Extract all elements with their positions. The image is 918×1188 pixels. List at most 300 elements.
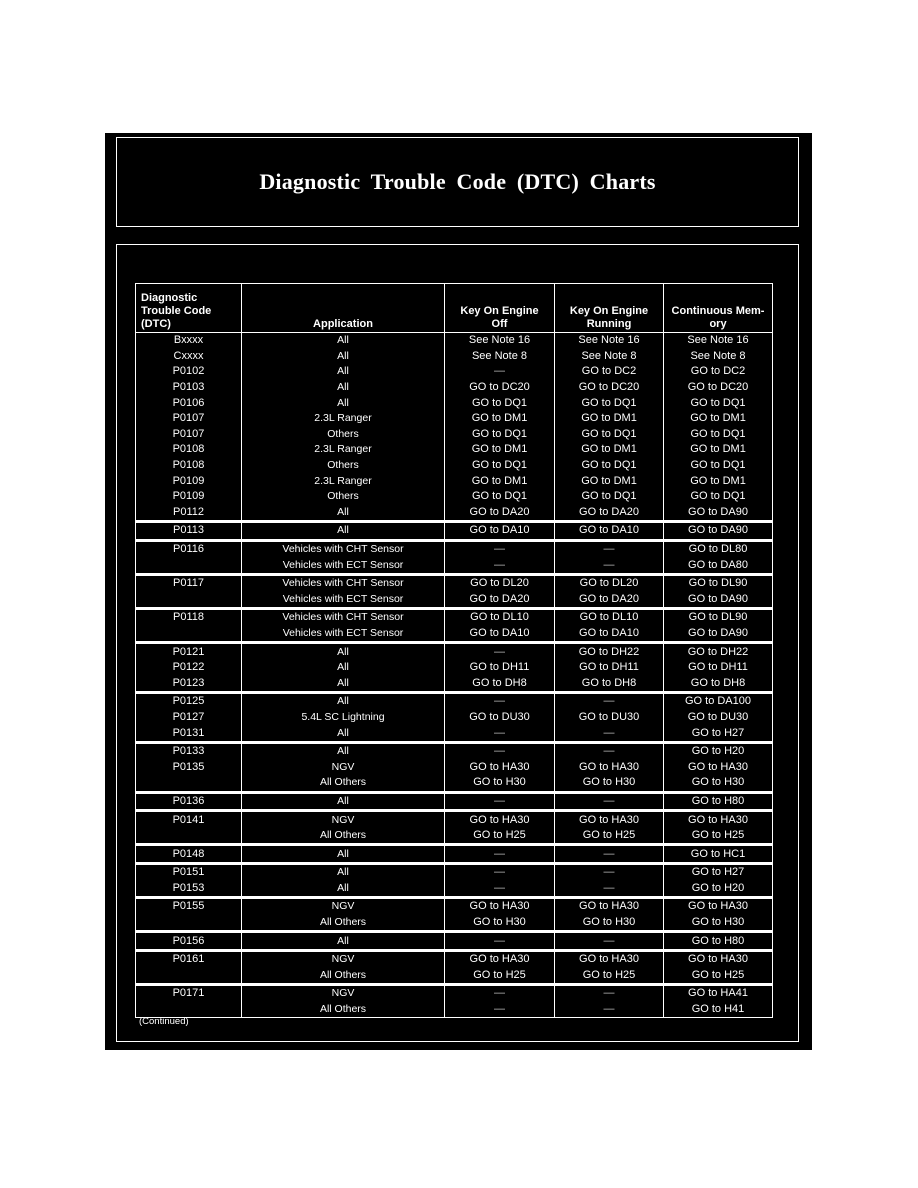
koer-cell: GO to H30 bbox=[555, 775, 664, 792]
dtc-cell bbox=[136, 557, 242, 574]
continuous-memory-cell: GO to DM1 bbox=[664, 473, 773, 489]
dtc-cell: P0116 bbox=[136, 540, 242, 557]
koeo-cell bbox=[445, 845, 555, 864]
dtc-group bbox=[136, 522, 773, 541]
application-cell: Vehicles with CHT Sensor bbox=[242, 540, 445, 557]
table-row bbox=[136, 898, 773, 915]
header-row bbox=[136, 284, 773, 333]
dtc-cell: P0141 bbox=[136, 811, 242, 828]
koeo-cell: GO to DA20 bbox=[445, 505, 555, 522]
koeo-cell: GO to DQ1 bbox=[445, 395, 555, 411]
application-cell: All bbox=[242, 864, 445, 881]
application-cell: All bbox=[242, 932, 445, 951]
application-cell: All bbox=[242, 395, 445, 411]
continuous-memory-cell: GO to DL90 bbox=[664, 574, 773, 591]
dtc-cell: P0102 bbox=[136, 364, 242, 380]
continuous-memory-cell: GO to DA90 bbox=[664, 626, 773, 643]
continuous-memory-cell: GO to DA100 bbox=[664, 693, 773, 710]
header-koer bbox=[555, 284, 664, 333]
koeo-cell: GO to DA10 bbox=[445, 626, 555, 643]
dtc-cell: Bxxxx bbox=[136, 333, 242, 349]
application-cell: 2.3L Ranger bbox=[242, 411, 445, 427]
dtc-cell: Cxxxx bbox=[136, 349, 242, 365]
table-row bbox=[136, 427, 773, 443]
continuous-memory-cell: GO to DQ1 bbox=[664, 395, 773, 411]
dtc-group bbox=[136, 985, 773, 1018]
continued-note: (Continued) bbox=[139, 1016, 189, 1027]
application-cell: NGV bbox=[242, 811, 445, 828]
table-row bbox=[136, 626, 773, 643]
application-cell: All bbox=[242, 333, 445, 349]
continuous-memory-cell: GO to H30 bbox=[664, 775, 773, 792]
application-cell: 2.3L Ranger bbox=[242, 473, 445, 489]
application-cell: NGV bbox=[242, 950, 445, 967]
continuous-memory-cell: GO to HA41 bbox=[664, 985, 773, 1002]
table-row bbox=[136, 742, 773, 759]
header-dtc bbox=[136, 284, 242, 333]
koer-cell: GO to DA20 bbox=[555, 592, 664, 609]
koer-cell bbox=[555, 1002, 664, 1018]
continuous-memory-cell: GO to DM1 bbox=[664, 411, 773, 427]
koer-cell: GO to DM1 bbox=[555, 473, 664, 489]
dtc-cell: P0153 bbox=[136, 881, 242, 898]
continuous-memory-cell: GO to DH22 bbox=[664, 643, 773, 660]
continuous-memory-cell: GO to DQ1 bbox=[664, 489, 773, 505]
continuous-memory-cell: GO to DL90 bbox=[664, 609, 773, 626]
not-applicable-dash: — bbox=[494, 745, 505, 758]
table-row bbox=[136, 609, 773, 626]
koeo-cell bbox=[445, 693, 555, 710]
koer-cell: GO to DA10 bbox=[555, 522, 664, 541]
not-applicable-dash: — bbox=[603, 1003, 615, 1016]
continuous-memory-cell: GO to H27 bbox=[664, 864, 773, 881]
application-cell: All bbox=[242, 881, 445, 898]
application-cell: All bbox=[242, 505, 445, 522]
dtc-cell: P0133 bbox=[136, 742, 242, 759]
koer-cell bbox=[555, 845, 664, 864]
table-row bbox=[136, 380, 773, 396]
koeo-cell bbox=[445, 742, 555, 759]
koer-cell bbox=[555, 557, 664, 574]
koeo-cell bbox=[445, 932, 555, 951]
koer-cell bbox=[555, 792, 664, 811]
not-applicable-dash: — bbox=[494, 794, 505, 807]
not-applicable-dash: — bbox=[494, 726, 505, 739]
koeo-cell bbox=[445, 881, 555, 898]
koer-cell: GO to DL10 bbox=[555, 609, 664, 626]
continuous-memory-cell: GO to DA90 bbox=[664, 592, 773, 609]
table-row bbox=[136, 968, 773, 985]
table-row bbox=[136, 643, 773, 660]
table-row bbox=[136, 693, 773, 710]
koeo-cell: GO to HA30 bbox=[445, 759, 555, 775]
dtc-cell bbox=[136, 828, 242, 845]
header-line: Key On Engine bbox=[460, 305, 539, 317]
table-row bbox=[136, 864, 773, 881]
dtc-cell: P0122 bbox=[136, 660, 242, 676]
application-cell: All bbox=[242, 643, 445, 660]
dtc-group bbox=[136, 333, 773, 522]
table-row bbox=[136, 349, 773, 365]
koer-cell: GO to HA30 bbox=[555, 898, 664, 915]
table-row bbox=[136, 442, 773, 458]
koeo-cell: See Note 16 bbox=[445, 333, 555, 349]
koer-cell: GO to H30 bbox=[555, 915, 664, 932]
table-row bbox=[136, 411, 773, 427]
not-applicable-dash: — bbox=[494, 645, 505, 658]
dtc-cell: P0135 bbox=[136, 759, 242, 775]
not-applicable-dash: — bbox=[603, 794, 615, 807]
dtc-cell: P0123 bbox=[136, 675, 242, 692]
application-cell: All Others bbox=[242, 915, 445, 932]
continuous-memory-cell: GO to DC20 bbox=[664, 380, 773, 396]
koeo-cell: GO to DM1 bbox=[445, 411, 555, 427]
koeo-cell: GO to DM1 bbox=[445, 473, 555, 489]
koer-cell: GO to DM1 bbox=[555, 442, 664, 458]
not-applicable-dash: — bbox=[494, 1003, 505, 1016]
not-applicable-dash: — bbox=[603, 558, 615, 571]
koeo-cell: GO to DA20 bbox=[445, 592, 555, 609]
table-row bbox=[136, 792, 773, 811]
dtc-group bbox=[136, 845, 773, 864]
dtc-cell: P0136 bbox=[136, 792, 242, 811]
table-row bbox=[136, 364, 773, 380]
koeo-cell: GO to H30 bbox=[445, 775, 555, 792]
dtc-cell bbox=[136, 592, 242, 609]
koer-cell: GO to HA30 bbox=[555, 950, 664, 967]
not-applicable-dash: — bbox=[603, 695, 615, 708]
continuous-memory-cell: GO to DH8 bbox=[664, 675, 773, 692]
continuous-memory-cell: GO to DA80 bbox=[664, 557, 773, 574]
continuous-memory-cell: GO to HC1 bbox=[664, 845, 773, 864]
not-applicable-dash: — bbox=[494, 881, 505, 894]
dtc-cell bbox=[136, 915, 242, 932]
table-row bbox=[136, 489, 773, 505]
continuous-memory-cell: GO to H20 bbox=[664, 742, 773, 759]
dtc-cell: P0148 bbox=[136, 845, 242, 864]
dtc-cell: P0127 bbox=[136, 710, 242, 726]
dtc-group bbox=[136, 609, 773, 643]
not-applicable-dash: — bbox=[494, 987, 505, 1000]
application-cell: Others bbox=[242, 489, 445, 505]
not-applicable-dash: — bbox=[494, 695, 505, 708]
not-applicable-dash: — bbox=[603, 745, 615, 758]
dtc-group bbox=[136, 574, 773, 608]
table-row bbox=[136, 775, 773, 792]
dtc-cell: P0125 bbox=[136, 693, 242, 710]
dtc-group bbox=[136, 811, 773, 845]
dtc-cell: P0113 bbox=[136, 522, 242, 541]
koer-cell bbox=[555, 725, 664, 742]
table-row bbox=[136, 950, 773, 967]
koer-cell: GO to DQ1 bbox=[555, 395, 664, 411]
application-cell: NGV bbox=[242, 759, 445, 775]
koer-cell: GO to HA30 bbox=[555, 759, 664, 775]
application-cell: All bbox=[242, 660, 445, 676]
dtc-cell: P0117 bbox=[136, 574, 242, 591]
dtc-group bbox=[136, 540, 773, 574]
dtc-cell: P0155 bbox=[136, 898, 242, 915]
koeo-cell: GO to HA30 bbox=[445, 898, 555, 915]
koeo-cell bbox=[445, 540, 555, 557]
application-cell: All bbox=[242, 693, 445, 710]
continuous-memory-cell: GO to HA30 bbox=[664, 898, 773, 915]
koer-cell bbox=[555, 742, 664, 759]
dtc-cell: P0109 bbox=[136, 489, 242, 505]
application-cell: Others bbox=[242, 427, 445, 443]
application-cell: All bbox=[242, 845, 445, 864]
table-row bbox=[136, 505, 773, 522]
dtc-group bbox=[136, 693, 773, 743]
application-cell: All bbox=[242, 742, 445, 759]
continuous-memory-cell: GO to H80 bbox=[664, 792, 773, 811]
koeo-cell: GO to DH11 bbox=[445, 660, 555, 676]
dtc-cell: P0151 bbox=[136, 864, 242, 881]
koeo-cell bbox=[445, 364, 555, 380]
application-cell: All Others bbox=[242, 828, 445, 845]
dtc-cell: P0118 bbox=[136, 609, 242, 626]
not-applicable-dash: — bbox=[494, 558, 505, 571]
not-applicable-dash: — bbox=[494, 543, 505, 556]
koer-cell: GO to DH8 bbox=[555, 675, 664, 692]
dtc-cell bbox=[136, 626, 242, 643]
not-applicable-dash: — bbox=[494, 365, 505, 378]
application-cell: All bbox=[242, 522, 445, 541]
application-cell: All bbox=[242, 792, 445, 811]
dtc-cell: P0112 bbox=[136, 505, 242, 522]
application-cell: All Others bbox=[242, 968, 445, 985]
header-line: Continuous Mem- bbox=[671, 305, 765, 317]
application-cell: All bbox=[242, 380, 445, 396]
table-row bbox=[136, 725, 773, 742]
application-cell: All bbox=[242, 725, 445, 742]
continuous-memory-cell: GO to H20 bbox=[664, 881, 773, 898]
application-cell: NGV bbox=[242, 898, 445, 915]
not-applicable-dash: — bbox=[494, 866, 505, 879]
application-cell: 5.4L SC Lightning bbox=[242, 710, 445, 726]
koeo-cell: GO to DQ1 bbox=[445, 489, 555, 505]
table-row bbox=[136, 915, 773, 932]
application-cell: Vehicles with ECT Sensor bbox=[242, 626, 445, 643]
continuous-memory-cell: GO to DA90 bbox=[664, 505, 773, 522]
dtc-cell: P0121 bbox=[136, 643, 242, 660]
header-koeo bbox=[445, 284, 555, 333]
not-applicable-dash: — bbox=[603, 726, 615, 739]
table-row bbox=[136, 1002, 773, 1018]
header-continuous-memory bbox=[664, 284, 773, 333]
koer-cell: GO to HA30 bbox=[555, 811, 664, 828]
koeo-cell: GO to DL20 bbox=[445, 574, 555, 591]
application-cell: All Others bbox=[242, 1002, 445, 1018]
not-applicable-dash: — bbox=[603, 881, 615, 894]
dtc-group bbox=[136, 898, 773, 932]
koeo-cell: See Note 8 bbox=[445, 349, 555, 365]
table-row bbox=[136, 985, 773, 1002]
koer-cell: GO to DQ1 bbox=[555, 458, 664, 474]
table-row bbox=[136, 675, 773, 692]
koeo-cell: GO to H25 bbox=[445, 968, 555, 985]
table-row bbox=[136, 811, 773, 828]
page-title: Diagnostic Trouble Code (DTC) Charts bbox=[259, 169, 656, 194]
table-row bbox=[136, 881, 773, 898]
koer-cell: GO to DQ1 bbox=[555, 489, 664, 505]
dtc-cell: P0171 bbox=[136, 985, 242, 1002]
koer-cell: GO to DU30 bbox=[555, 710, 664, 726]
application-cell: Vehicles with CHT Sensor bbox=[242, 574, 445, 591]
table-row bbox=[136, 522, 773, 541]
table-row bbox=[136, 660, 773, 676]
continuous-memory-cell: GO to DM1 bbox=[664, 442, 773, 458]
not-applicable-dash: — bbox=[494, 934, 505, 947]
header-application bbox=[242, 284, 445, 333]
koer-cell: GO to DL20 bbox=[555, 574, 664, 591]
koer-cell: GO to DH11 bbox=[555, 660, 664, 676]
continuous-memory-cell: GO to H41 bbox=[664, 1002, 773, 1018]
header-line: Running bbox=[586, 318, 632, 330]
continuous-memory-cell: GO to H30 bbox=[664, 915, 773, 932]
continuous-memory-cell: GO to DQ1 bbox=[664, 458, 773, 474]
chart-sheet bbox=[105, 133, 812, 1050]
continuous-memory-cell: GO to HA30 bbox=[664, 811, 773, 828]
continuous-memory-cell: GO to HA30 bbox=[664, 759, 773, 775]
application-cell: Vehicles with ECT Sensor bbox=[242, 592, 445, 609]
not-applicable-dash: — bbox=[603, 543, 615, 556]
dtc-cell: P0108 bbox=[136, 458, 242, 474]
continuous-memory-cell: GO to DU30 bbox=[664, 710, 773, 726]
continuous-memory-cell: GO to DQ1 bbox=[664, 427, 773, 443]
dtc-cell: P0109 bbox=[136, 473, 242, 489]
koeo-cell: GO to H25 bbox=[445, 828, 555, 845]
continuous-memory-cell: See Note 16 bbox=[664, 333, 773, 349]
not-applicable-dash: — bbox=[603, 866, 615, 879]
title-box bbox=[116, 137, 799, 227]
not-applicable-dash: — bbox=[494, 847, 505, 860]
not-applicable-dash: — bbox=[603, 987, 615, 1000]
koeo-cell bbox=[445, 1002, 555, 1018]
koeo-cell: GO to DM1 bbox=[445, 442, 555, 458]
table-header bbox=[136, 284, 773, 333]
koer-cell: GO to DC2 bbox=[555, 364, 664, 380]
koer-cell: See Note 16 bbox=[555, 333, 664, 349]
koer-cell: GO to DM1 bbox=[555, 411, 664, 427]
koeo-cell: GO to DL10 bbox=[445, 609, 555, 626]
header-line: Key On Engine bbox=[569, 305, 649, 317]
continuous-memory-cell: See Note 8 bbox=[664, 349, 773, 365]
koeo-cell: GO to DQ1 bbox=[445, 458, 555, 474]
koeo-cell bbox=[445, 792, 555, 811]
koer-cell: GO to H25 bbox=[555, 828, 664, 845]
koeo-cell: GO to DQ1 bbox=[445, 427, 555, 443]
dtc-group bbox=[136, 742, 773, 792]
continuous-memory-cell: GO to DH11 bbox=[664, 660, 773, 676]
koer-cell bbox=[555, 693, 664, 710]
application-cell: Others bbox=[242, 458, 445, 474]
dtc-cell: P0103 bbox=[136, 380, 242, 396]
table-row bbox=[136, 540, 773, 557]
koeo-cell: GO to DC20 bbox=[445, 380, 555, 396]
koer-cell bbox=[555, 881, 664, 898]
application-cell: All bbox=[242, 364, 445, 380]
koeo-cell: GO to DU30 bbox=[445, 710, 555, 726]
table-row bbox=[136, 333, 773, 349]
table-row bbox=[136, 574, 773, 591]
continuous-memory-cell: GO to DC2 bbox=[664, 364, 773, 380]
dtc-group bbox=[136, 950, 773, 984]
continuous-memory-cell: GO to DA90 bbox=[664, 522, 773, 541]
koer-cell: GO to DA20 bbox=[555, 505, 664, 522]
header-line: Application bbox=[313, 318, 373, 330]
continuous-memory-cell: GO to H27 bbox=[664, 725, 773, 742]
koer-cell: GO to H25 bbox=[555, 968, 664, 985]
table-row bbox=[136, 458, 773, 474]
application-cell: Vehicles with ECT Sensor bbox=[242, 557, 445, 574]
not-applicable-dash: — bbox=[603, 934, 615, 947]
koer-cell bbox=[555, 985, 664, 1002]
header-line: Trouble Code bbox=[141, 305, 212, 317]
table-row bbox=[136, 592, 773, 609]
continuous-memory-cell: GO to DL80 bbox=[664, 540, 773, 557]
koer-cell: GO to DQ1 bbox=[555, 427, 664, 443]
header-line: ory bbox=[709, 318, 727, 330]
dtc-cell bbox=[136, 968, 242, 985]
koeo-cell bbox=[445, 864, 555, 881]
header-line: (DTC) bbox=[141, 318, 171, 330]
application-cell: All bbox=[242, 349, 445, 365]
koeo-cell bbox=[445, 725, 555, 742]
dtc-group bbox=[136, 864, 773, 898]
koeo-cell: GO to DA10 bbox=[445, 522, 555, 541]
table-row bbox=[136, 932, 773, 951]
application-cell: NGV bbox=[242, 985, 445, 1002]
application-cell: All bbox=[242, 675, 445, 692]
not-applicable-dash: — bbox=[603, 847, 615, 860]
koeo-cell bbox=[445, 643, 555, 660]
dtc-table bbox=[135, 283, 773, 1018]
continuous-memory-cell: GO to HA30 bbox=[664, 950, 773, 967]
continuous-memory-cell: GO to H80 bbox=[664, 932, 773, 951]
koeo-cell: GO to DH8 bbox=[445, 675, 555, 692]
table-row bbox=[136, 395, 773, 411]
dtc-cell: P0161 bbox=[136, 950, 242, 967]
table-row bbox=[136, 759, 773, 775]
continuous-memory-cell: GO to H25 bbox=[664, 828, 773, 845]
koer-cell: GO to DA10 bbox=[555, 626, 664, 643]
koeo-cell bbox=[445, 557, 555, 574]
header-line: Diagnostic bbox=[141, 292, 198, 304]
koeo-cell: GO to H30 bbox=[445, 915, 555, 932]
dtc-group bbox=[136, 792, 773, 811]
dtc-cell: P0131 bbox=[136, 725, 242, 742]
table-row bbox=[136, 845, 773, 864]
table-row bbox=[136, 828, 773, 845]
table-row bbox=[136, 473, 773, 489]
application-cell: Vehicles with CHT Sensor bbox=[242, 609, 445, 626]
koer-cell: GO to DC20 bbox=[555, 380, 664, 396]
table-row bbox=[136, 557, 773, 574]
dtc-group bbox=[136, 643, 773, 693]
koeo-cell: GO to HA30 bbox=[445, 811, 555, 828]
dtc-cell: P0156 bbox=[136, 932, 242, 951]
koer-cell bbox=[555, 540, 664, 557]
continuous-memory-cell: GO to H25 bbox=[664, 968, 773, 985]
application-cell: 2.3L Ranger bbox=[242, 442, 445, 458]
dtc-group bbox=[136, 932, 773, 951]
header-line: Off bbox=[491, 318, 508, 330]
dtc-cell: P0107 bbox=[136, 427, 242, 443]
koer-cell: See Note 8 bbox=[555, 349, 664, 365]
dtc-cell: P0108 bbox=[136, 442, 242, 458]
koer-cell bbox=[555, 864, 664, 881]
